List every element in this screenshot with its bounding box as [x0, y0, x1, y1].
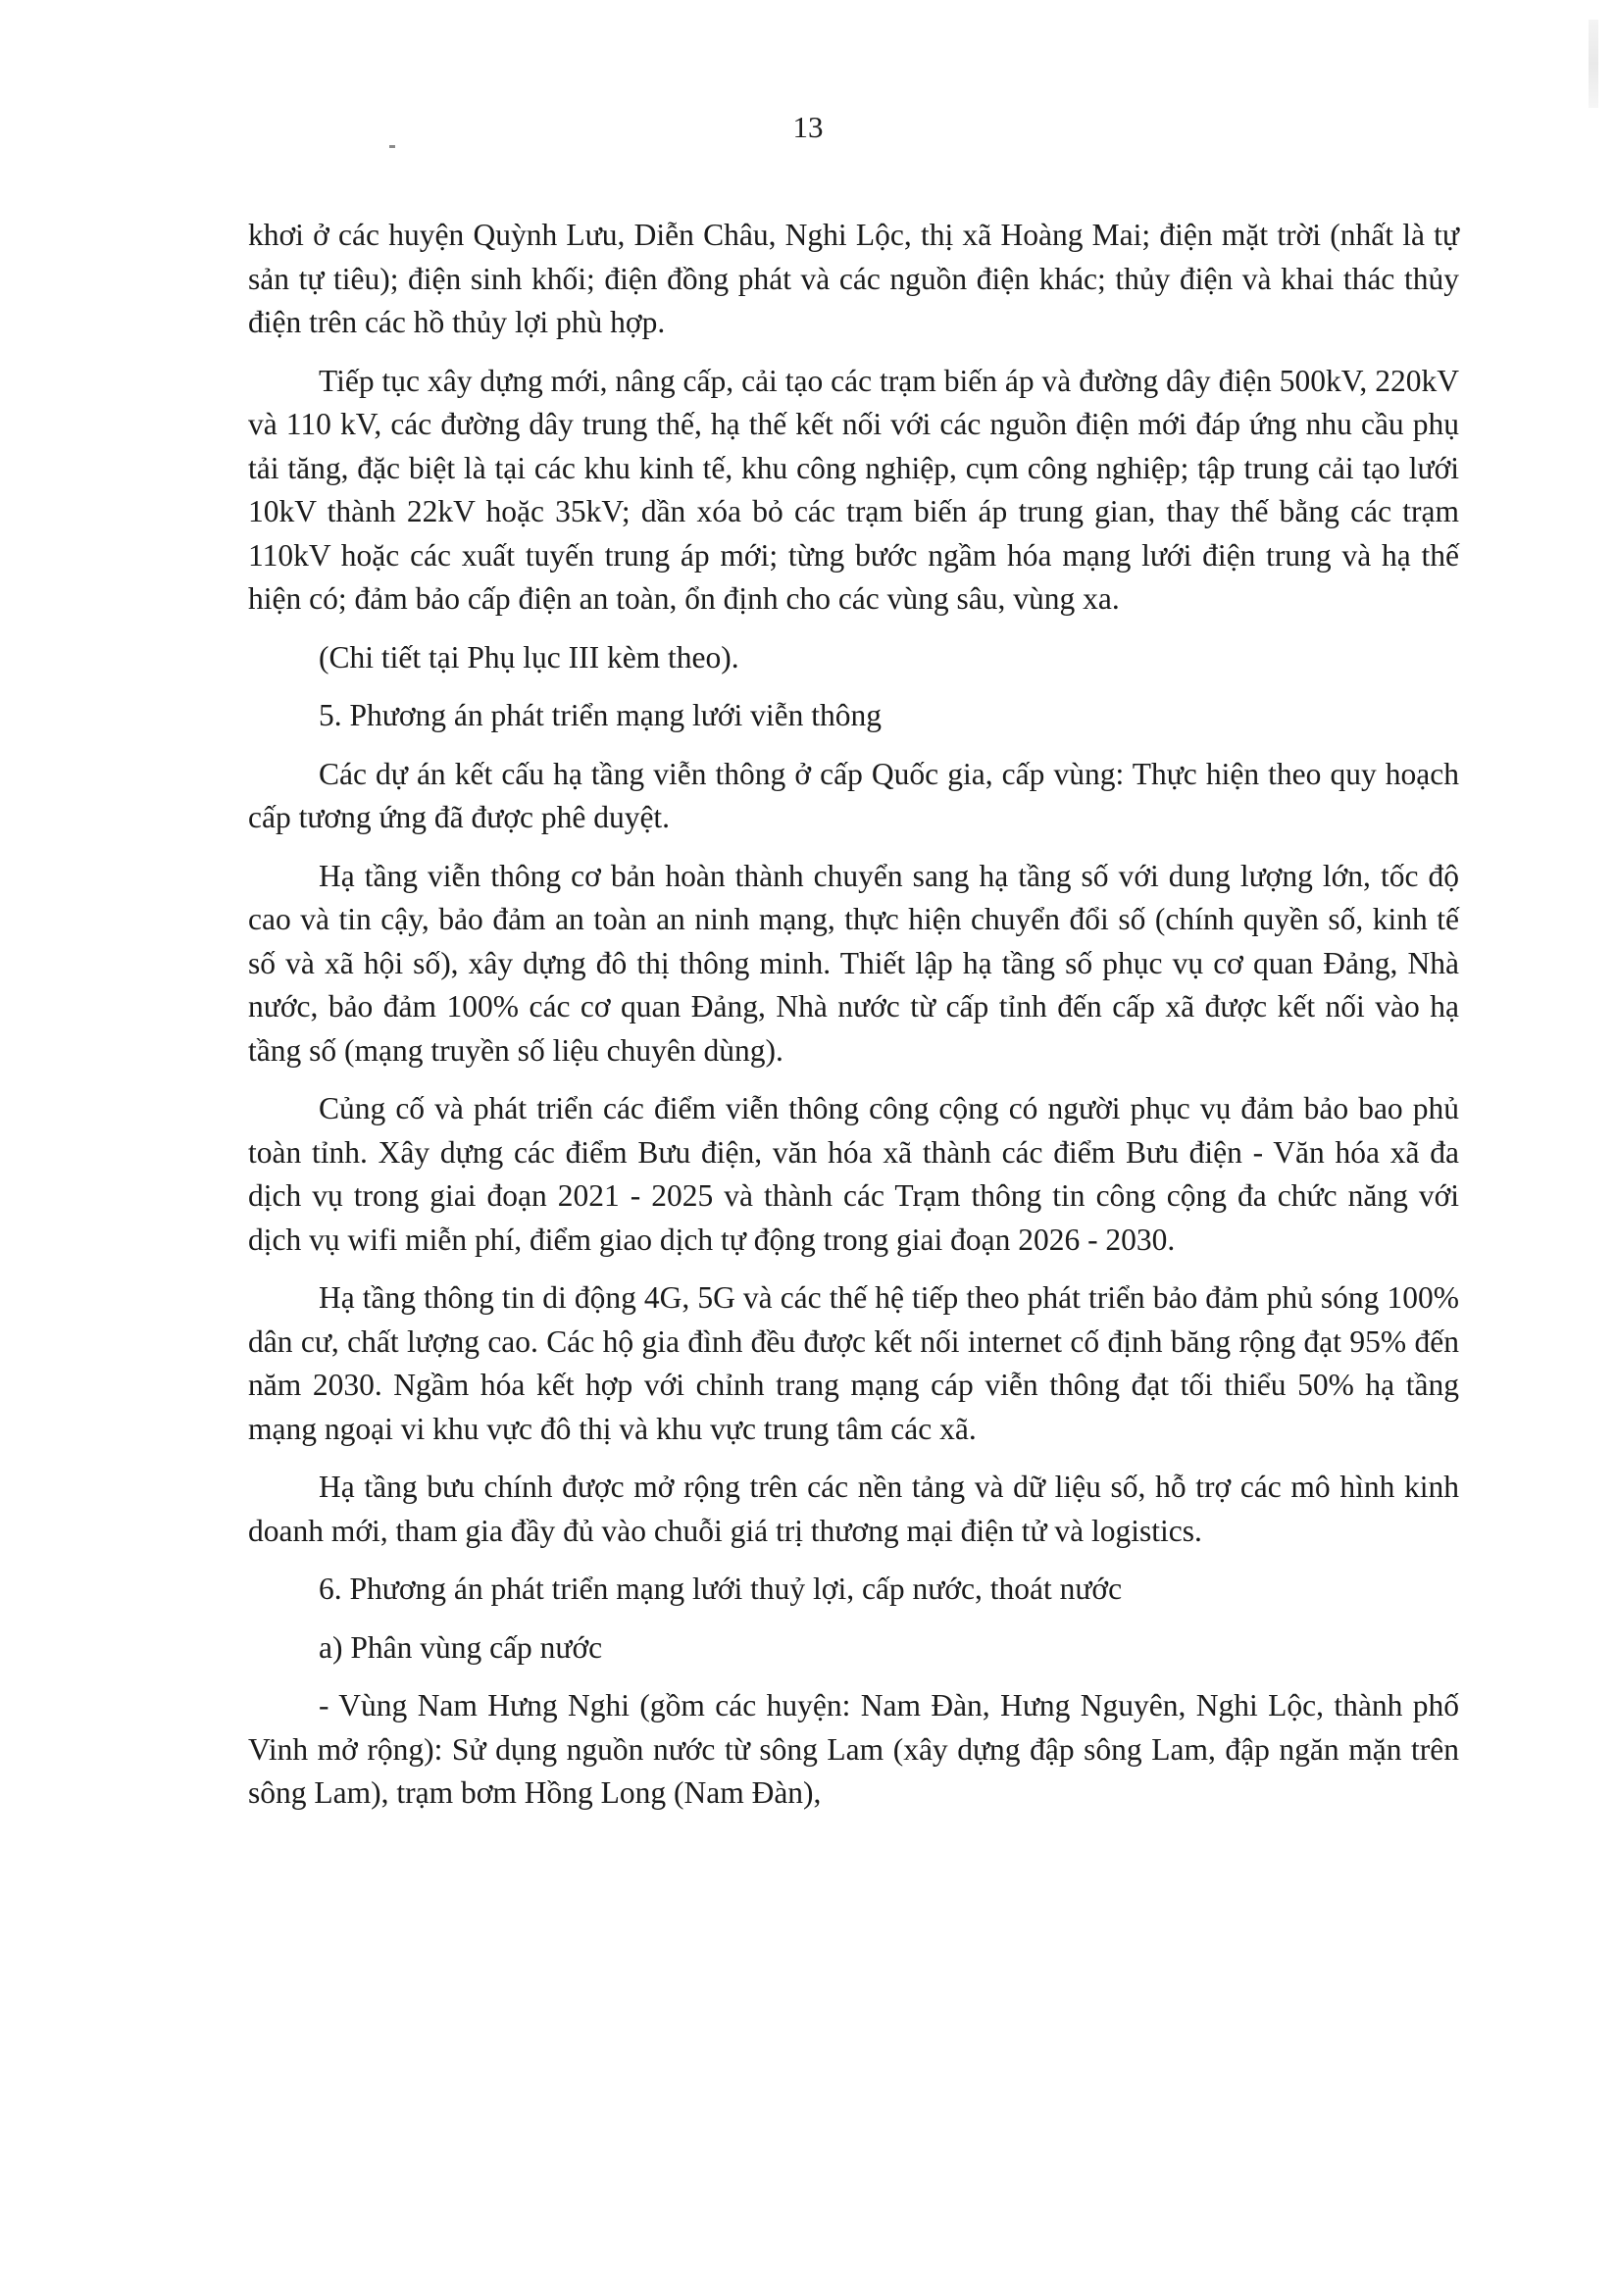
subsection-heading-water-zones: a) Phân vùng cấp nước [319, 1629, 603, 1665]
paragraph-mobile-network: Hạ tầng thông tin di động 4G, 5G và các thế hệ tiếp theo phát triển bảo đảm phủ sóng 100% dân cư, chất lượng cao. Các hộ gia đình đều được kết nối internet cố định băng rộng đạt 95% đến năm 2030. Ngầm hóa kết hợp với chỉnh trang mạng cáp viễn thông đạt tối thiểu 50% hạ tầng mạng ngoại vi khu vực đô thị và khu vực trung tâm các xã. [248, 1280, 1459, 1446]
paragraph-appendix-note: (Chi tiết tại Phụ lục III kèm theo). [319, 639, 739, 674]
paragraph-continuation: khơi ở các huyện Quỳnh Lưu, Diễn Châu, Nghi Lộc, thị xã Hoàng Mai; điện mặt trời (nhất là tự sản tự tiêu); điện sinh khối; điện đồng phát và các nguồn điện khác; thủy điện và khai thác thủy điện trên các hồ thủy lợi phù hợp. [248, 218, 1459, 339]
paragraph-power-grid: Tiếp tục xây dựng mới, nâng cấp, cải tạo các trạm biến áp và đường dây điện 500kV, 220kV và 110 kV, các đường dây trung thế, hạ thế kết nối với các nguồn điện mới đáp ứng nhu cầu phụ tải tăng, đặc biệt là tại các khu kinh tế, khu công nghiệp, cụm công nghiệp; tập trung cải tạo lưới 10kV thành 22kV hoặc 35kV; dần xóa bỏ các trạm biến áp trung gian, thay thế bằng các trạm 110kV hoặc các xuất tuyến trung áp mới; từng bước ngầm hóa mạng lưới điện trung và hạ thế hiện có; đảm bảo cấp điện an toàn, ổn định cho các vùng sâu, vùng xa. [248, 363, 1459, 616]
paragraph-postal: Hạ tầng bưu chính được mở rộng trên các nền tảng và dữ liệu số, hỗ trợ các mô hình kinh doanh mới, tham gia đầy đủ vào chuỗi giá trị thương mại điện tử và logistics. [248, 1470, 1459, 1548]
scan-edge-shadow [1589, 20, 1598, 108]
document-body [248, 214, 1459, 1830]
paragraph-digital-infrastructure: Hạ tầng viễn thông cơ bản hoàn thành chuyển sang hạ tầng số với dung lượng lớn, tốc độ cao và tin cậy, bảo đảm an toàn an ninh mạng, thực hiện chuyển đổi số (chính quyền số, kinh tế số và xã hội số), xây dựng đô thị thông minh. Thiết lập hạ tầng số phục vụ cơ quan Đảng, Nhà nước, bảo đảm 100% các cơ quan Đảng, Nhà nước từ cấp tỉnh đến cấp xã được kết nối vào hạ tầng số (mạng truyền số liệu chuyên dùng). [248, 858, 1459, 1068]
section-heading-water: 6. Phương án phát triển mạng lưới thuỷ lợi, cấp nước, thoát nước [319, 1572, 1123, 1606]
page-number: 13 [792, 110, 824, 144]
paragraph-public-telecom-points: Củng cố và phát triển các điểm viễn thông công cộng có người phục vụ đảm bảo bao phủ toàn tỉnh. Xây dựng các điểm Bưu điện, văn hóa xã thành các điểm Bưu điện - Văn hóa xã đa dịch vụ trong giai đoạn 2021 - 2025 và thành các Trạm thông tin công cộng đa chức năng với dịch vụ wifi miễn phí, điểm giao dịch tự động trong giai đoạn 2026 - 2030. [248, 1091, 1459, 1257]
scan-mark [389, 145, 395, 148]
paragraph-telecom-projects: Các dự án kết cấu hạ tầng viễn thông ở cấp Quốc gia, cấp vùng: Thực hiện theo quy hoạch cấp tương ứng đã được phê duyệt. [248, 756, 1459, 834]
section-heading-telecom: 5. Phương án phát triển mạng lưới viễn thông [319, 698, 883, 732]
paragraph-nam-hung-nghi: - Vùng Nam Hưng Nghi (gồm các huyện: Nam Đàn, Hưng Nguyên, Nghi Lộc, thành phố Vinh mở rộng): Sử dụng nguồn nước từ sông Lam (xây dựng đập sông Lam, đập ngăn mặn trên sông Lam), trạm bơm Hồng Long (Nam Đàn), [248, 1688, 1459, 1810]
